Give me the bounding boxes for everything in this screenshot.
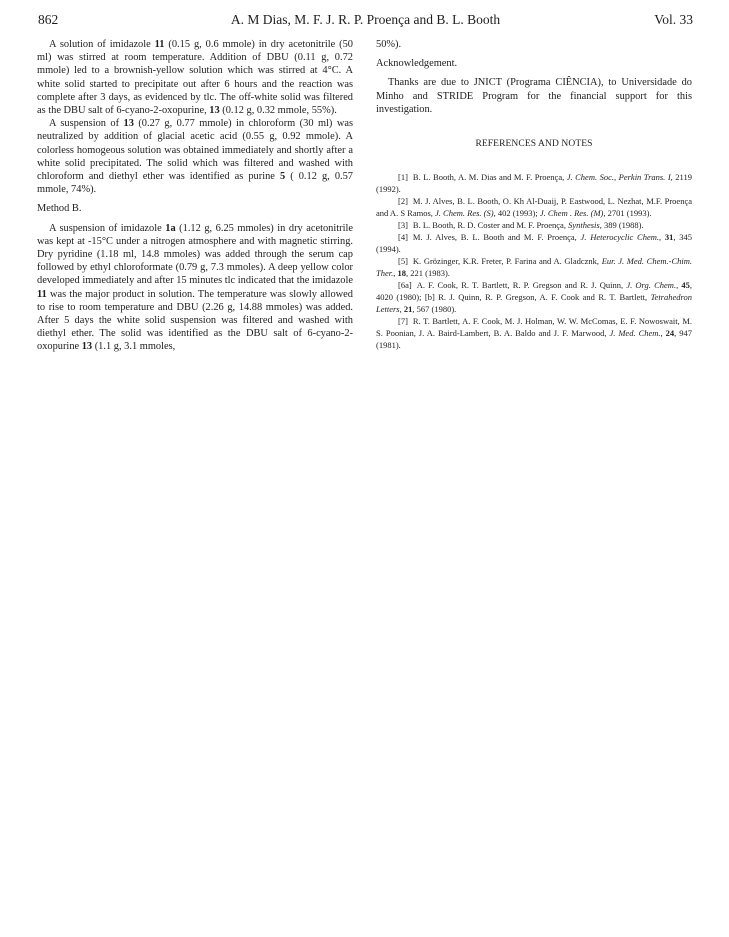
reference-number: [5]	[398, 256, 408, 267]
paragraph-method-b: A suspension of imidazole 1a (1.12 g, 6.25 mmoles) in dry acetonitrile was kept at -15°C under a nitrogen atmosphere and with magnetic stirring. Dry pyridine (1.18 ml, 14.8 mmoles) was added through the serum cap followed by ethyl chloroformate (0.79 g, 7.3 mmoles). A deep yellow color developed immediately and after 15 minutes tlc indicated that the imidazole 11 was the major product in solution. The temperature was slowly allowed to rise to room temperature and DBU (2.26 g, 14.88 mmoles) was added. After 5 days the white solid suspension was filtered and washed with diethyl ether. The solid was identified as the DBU salt of 6-cyano-2-oxopurine 13 (1.1 g, 3.1 mmoles,	[37, 222, 353, 353]
paragraph-method-a-step1: A solution of imidazole 11 (0.15 g, 0.6 mmole) in dry acetonitrile (50 ml) was stirred at room temperature. Addition of DBU (0.11 g, 0.72 mmole) led to a brownish-yellow solution which was stirred at 4°C. A white solid started to precipitate out after 6 hours and the reaction was complete after 3 days, as evidenced by tlc. The off-white solid was filtered as the DBU salt of 6-cyano-2-oxopurine, 13 (0.12 g, 0.32 mmole, 55%).	[37, 39, 353, 117]
reference-item: [1] B. L. Booth, A. M. Dias and M. F. Proença, J. Chem. Soc., Perkin Trans. I, 2119 (1992).	[376, 172, 692, 195]
acknowledgement-text: Thanks are due to JNICT (Programa CIÊNCIA), to Universidade do Minho and STRIDE Program for the financial support for this investigation.	[376, 77, 692, 115]
left-column	[37, 38, 353, 354]
compound-ref: 11	[37, 288, 47, 300]
compound-ref: 13	[81, 341, 93, 353]
references-heading: REFERENCES AND NOTES	[475, 139, 593, 150]
reference-item: [5] K. Grözinger, K.R. Freter, P. Farina and A. Gladcznk, Eur. J. Med. Chem.-Chim. Ther., 18, 221 (1983).	[376, 256, 693, 279]
running-head-authors: A. M Dias, M. F. J. R. P. Proença and B. L. Booth	[230, 12, 501, 27]
compound-ref: 13	[123, 118, 134, 130]
reference-list	[376, 171, 692, 351]
compound-ref: 5	[279, 171, 286, 183]
volume-label: Vol. 33	[654, 12, 693, 27]
acknowledgement-heading: Acknowledgement.	[376, 58, 458, 70]
reference-number: [4]	[398, 232, 408, 243]
reference-item: [7] R. T. Bartlett, A. F. Cook, M. J. Holman, W. W. McComas, E. F. Nowoswait, M. S. Poonian, J. A. Baird-Lambert, B. A. Baldo and J. F. Marwood, J. Med. Chem., 24, 947 (1981).	[376, 316, 692, 351]
right-column	[376, 38, 692, 351]
running-header	[38, 12, 693, 32]
compound-ref: 1a	[165, 222, 176, 234]
compound-ref: 13	[209, 105, 220, 117]
paragraph-method-a-step2: A suspension of 13 (0.27 g, 0.77 mmole) in chloroform (30 ml) was neutralized by addition of glacial acetic acid (0.55 g, 0.92 mmole). A colorless homogeous solution was obtained immediately and shortly after a white solid precipitated. The solid which was filtered and washed with chloroform and diethyl ether was identified as purine 5 ( 0.12 g, 0.57 mmole, 74%).	[37, 118, 354, 196]
method-b-heading: Method B.	[37, 203, 82, 215]
reference-number: [2]	[398, 196, 408, 207]
compound-ref: 11	[154, 39, 165, 50]
reference-number: [3]	[398, 220, 408, 231]
reference-number: [1]	[398, 172, 408, 183]
reference-item: [6a] A. F. Cook, R. T. Bartlett, R. P. Gregson and R. J. Quinn, J. Org. Chem., 45, 4020 (1980); [b] R. J. Quinn, R. P. Gregson, A. F. Cook and R. T. Bartlett, Tetrahedron Letters, 21, 567 (1980).	[376, 280, 693, 315]
reference-item: [4] M. J. Alves, B. L. Booth and M. F. Proença, J. Heterocyclic Chem., 31, 345 (1994).	[376, 232, 692, 255]
reference-item: [2] M. J. Alves, B. L. Booth, O. Kh Al-Duaij, P. Eastwood, L. Nezhat, M.F. Proença and A. S Ramos, J. Chem. Res. (S), 402 (1993); J. Chem . Res. (M), 2701 (1993).	[376, 196, 692, 219]
page-number: 862	[38, 12, 59, 27]
reference-item: [3] B. L. Booth, R. D. Coster and M. F. Proença, Synthesis, 389 (1988).	[398, 220, 644, 231]
reference-number: [6a]	[398, 280, 412, 291]
continuation-text: 50%).	[376, 39, 402, 50]
reference-number: [7]	[398, 316, 408, 327]
